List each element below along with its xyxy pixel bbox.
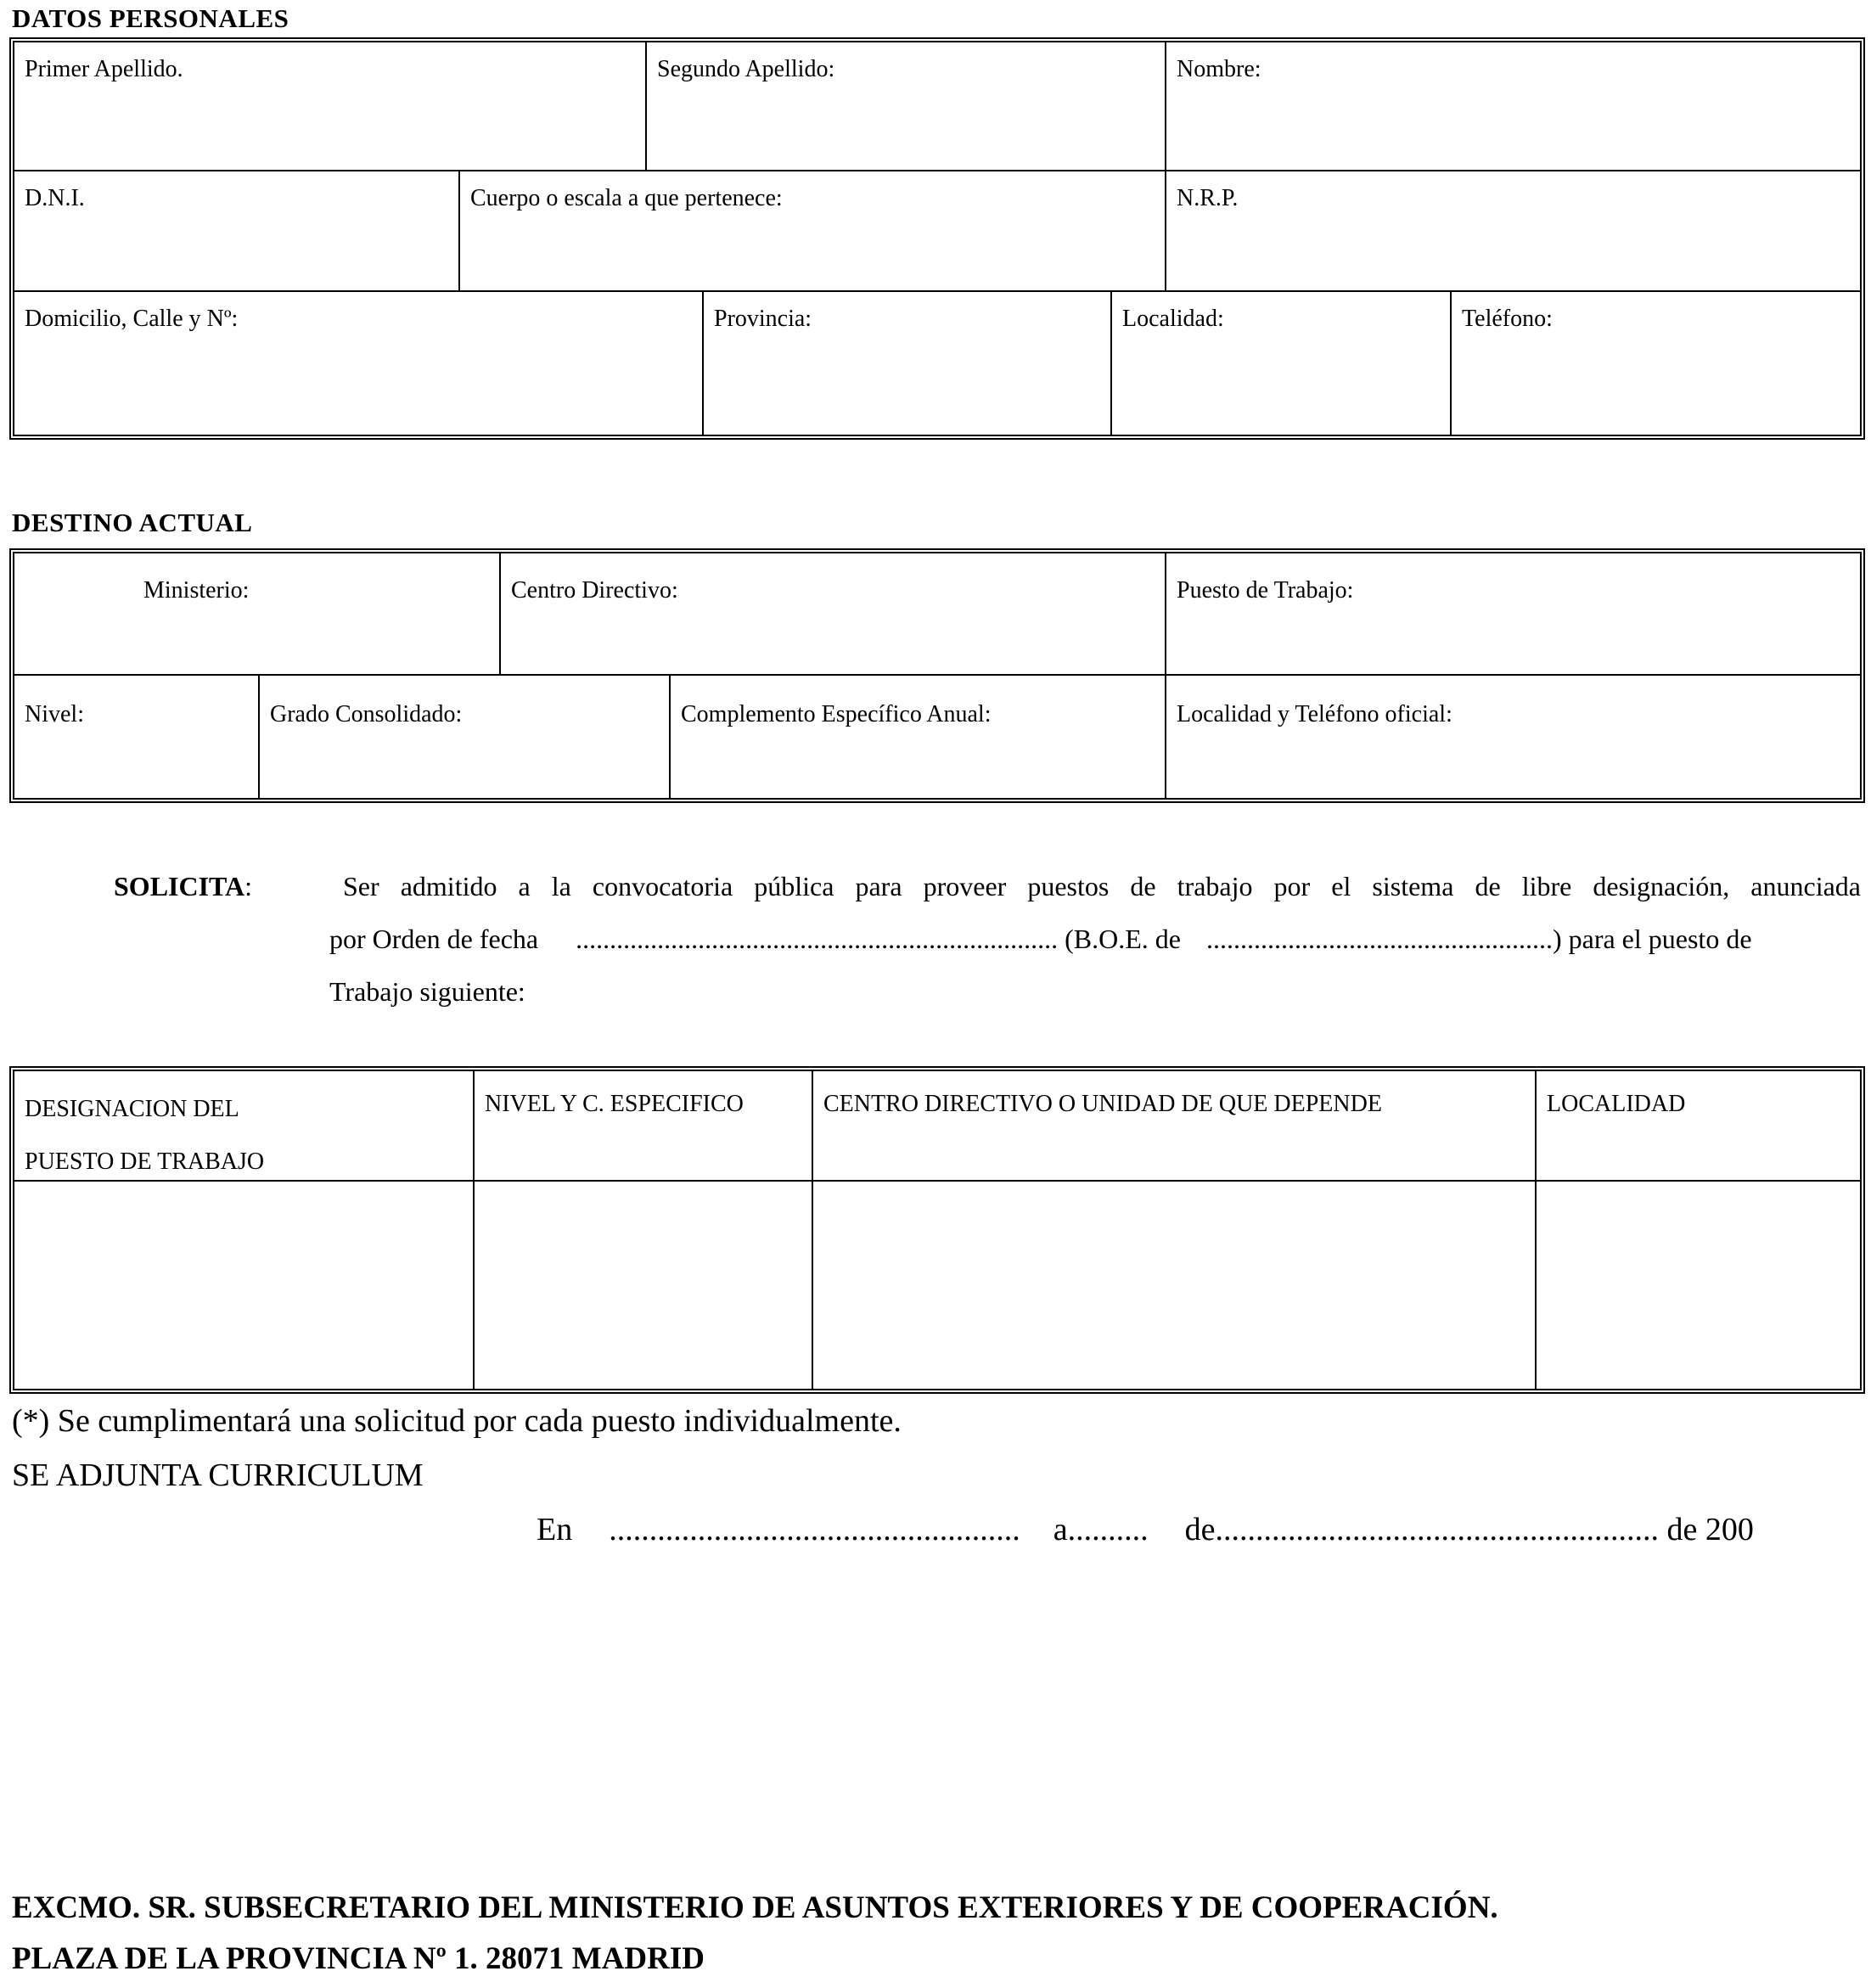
cuerpo-escala-field[interactable] [460,171,1165,290]
nombre-field[interactable] [1166,42,1860,170]
solicita-line-1: Ser admitido a la convocatoria pública para proveer puestos de trabajo por el sistema de libre designación, anunciada [343,871,1861,901]
date-year-text: de 200 [1666,1512,1754,1547]
telefono-label: Teléfono: [1462,306,1553,332]
complemento-especifico-field[interactable] [671,688,1165,798]
addressee-line-2: PLAZA DE LA PROVINCIA Nº 1. 28071 MADRID [12,1941,705,1976]
designacion-input-cell[interactable] [14,1182,473,1389]
localidad-label: Localidad: [1122,306,1224,332]
boe-fecha-blank[interactable]: ................................................... [1205,924,1553,954]
puesto-trabajo-label: Puesto de Trabajo: [1177,577,1354,604]
localidad-input-cell[interactable] [1537,1182,1860,1389]
segundo-apellido-field[interactable] [647,42,1165,170]
grado-consolidado-label: Grado Consolidado: [270,701,463,727]
complemento-especifico-label: Complemento Específico Anual: [681,701,992,727]
boe-de-text: (B.O.E. de [1065,924,1181,954]
telefono-field[interactable] [1452,292,1860,435]
segundo-apellido-label: Segundo Apellido: [657,56,835,82]
nrp-label: N.R.P. [1177,185,1239,211]
nivel-field[interactable] [14,688,258,798]
date-place-blank[interactable]: ................................................... [609,1512,1020,1547]
solicita-line-3: Trabajo siguiente: [329,976,525,1007]
centro-directivo-label: Centro Directivo: [511,577,678,604]
header-designacion [14,1083,473,1180]
orden-de-fecha-text: por Orden de fecha [329,924,539,954]
localidad-field[interactable] [1112,292,1450,435]
nrp-field[interactable] [1166,171,1860,290]
date-en-text: En [537,1512,573,1547]
localidad-telefono-oficial-field[interactable] [1166,688,1860,798]
dni-field[interactable] [14,171,458,290]
date-line [537,1511,1754,1548]
row-divider [14,674,1860,676]
date-month-blank[interactable]: de....................................................... [1184,1512,1659,1547]
dni-label: D.N.I. [25,185,85,211]
solicita-label: SOLICITA: [114,871,253,901]
cuerpo-escala-label: Cuerpo o escala a que pertenece: [470,185,783,211]
adjunta-curriculum-note: SE ADJUNTA CURRICULUM [12,1457,424,1493]
nivel-label: Nivel: [25,701,84,727]
provincia-field[interactable] [704,292,1110,435]
header-designacion-line1: DESIGNACION DEL [25,1096,239,1122]
provincia-label: Provincia: [714,306,812,332]
localidad-telefono-oficial-label: Localidad y Teléfono oficial: [1177,701,1452,727]
para-el-puesto-text: ) para el puesto de [1552,924,1752,954]
primer-apellido-label: Primer Apellido. [25,56,183,82]
destino-actual-heading: DESTINO ACTUAL [12,508,253,537]
domicilio-label: Domicilio, Calle y Nº: [25,306,239,332]
nivel-c-especifico-input-cell[interactable] [475,1182,812,1389]
header-nivel-c-especifico: NIVEL Y C. ESPECIFICO [485,1091,744,1117]
date-day-blank[interactable]: a.......... [1053,1512,1149,1547]
domicilio-field[interactable] [14,292,702,435]
grado-consolidado-field[interactable] [260,688,669,798]
header-designacion-line2: PUESTO DE TRABAJO [25,1148,265,1175]
header-localidad: LOCALIDAD [1547,1091,1686,1117]
datos-personales-heading: DATOS PERSONALES [12,3,289,33]
orden-fecha-blank[interactable]: ....................................................................... [576,924,1059,954]
nombre-label: Nombre: [1177,56,1261,82]
centro-directivo-field[interactable] [501,564,1165,674]
addressee-line-1: EXCMO. SR. SUBSECRETARIO DEL MINISTERIO DE ASUNTOS EXTERIORES Y DE COOPERACIÓN. [12,1890,1498,1925]
puesto-trabajo-field[interactable] [1166,564,1860,674]
header-centro-directivo: CENTRO DIRECTIVO O UNIDAD DE QUE DEPENDE [823,1091,1382,1117]
centro-directivo-input-cell[interactable] [813,1182,1535,1389]
primer-apellido-field[interactable] [14,42,645,170]
ministerio-label: Ministerio: [143,577,250,604]
solicita-line-2 [329,924,1861,955]
asterisk-note: (*) Se cumplimentará una solicitud por cada puesto individualmente. [12,1403,902,1439]
ministerio-field[interactable] [14,564,499,674]
